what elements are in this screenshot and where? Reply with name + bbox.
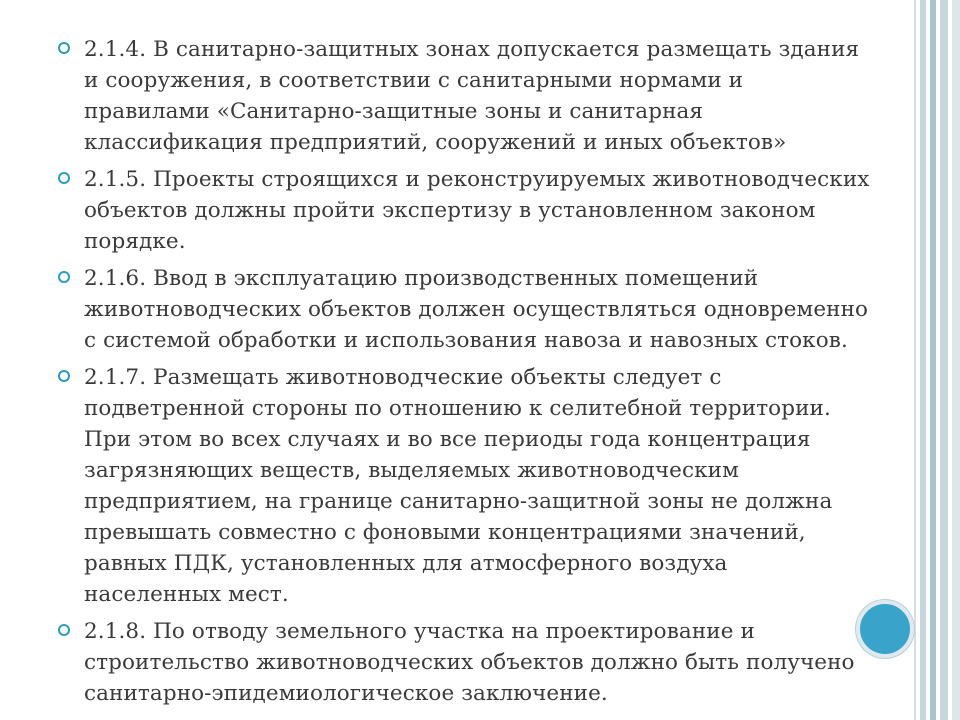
item-text: 2.1.5. Проекты строящихся и реконструируемых животноводческих объектов должны пройти экспертизу в установленном законом порядке. <box>84 167 870 254</box>
bullet-icon <box>58 370 70 382</box>
bullet-icon <box>58 172 70 184</box>
item-text: 2.1.6. Ввод в эксплуатацию производственных помещений животноводческих объектов должен осуществляться одновременно с системой обработки и использования навоза и навозных стоков. <box>84 266 869 353</box>
bullet-icon <box>58 42 70 54</box>
bullet-icon <box>58 271 70 283</box>
item-text: 2.1.4. В санитарно-защитных зонах допускается размещать здания и сооружения, в соответствии с санитарными нормами и правилами «Санитарно-защитные зоны и санитарная классификация предприятий, сооружений и иных объектов» <box>84 37 860 155</box>
bullet-icon <box>58 624 70 636</box>
item-text: 2.1.8. По отводу земельного участка на проектирование и строительство животноводческих объектов должно быть получено санитарно-эпидемиологическое заключение. <box>84 619 855 706</box>
list-item <box>58 34 908 158</box>
stripe-2 <box>930 0 936 720</box>
list-item <box>58 616 908 709</box>
list-item <box>58 263 908 356</box>
stripe-3 <box>940 0 948 720</box>
list-item <box>58 362 908 610</box>
stripe-4 <box>952 0 960 720</box>
item-text: 2.1.7. Размещать животноводческие объекты следует с подветренной стороны по отношению к селитебной территории. При этом во всех случаях и во все периоды года концентрация загрязняющих веществ, выделяемых животноводческим предприятием, на границе санитарно-защитной зоны не должна превышать совместно с фоновыми концентрациями значений, равных ПДК, установленных для атмосферного воздуха населенных мест. <box>84 365 833 607</box>
slide-content <box>58 34 908 715</box>
list-item <box>58 164 908 257</box>
decorative-circle-icon <box>856 600 914 658</box>
decorative-side-stripes <box>916 0 960 720</box>
stripe-1 <box>920 0 926 720</box>
